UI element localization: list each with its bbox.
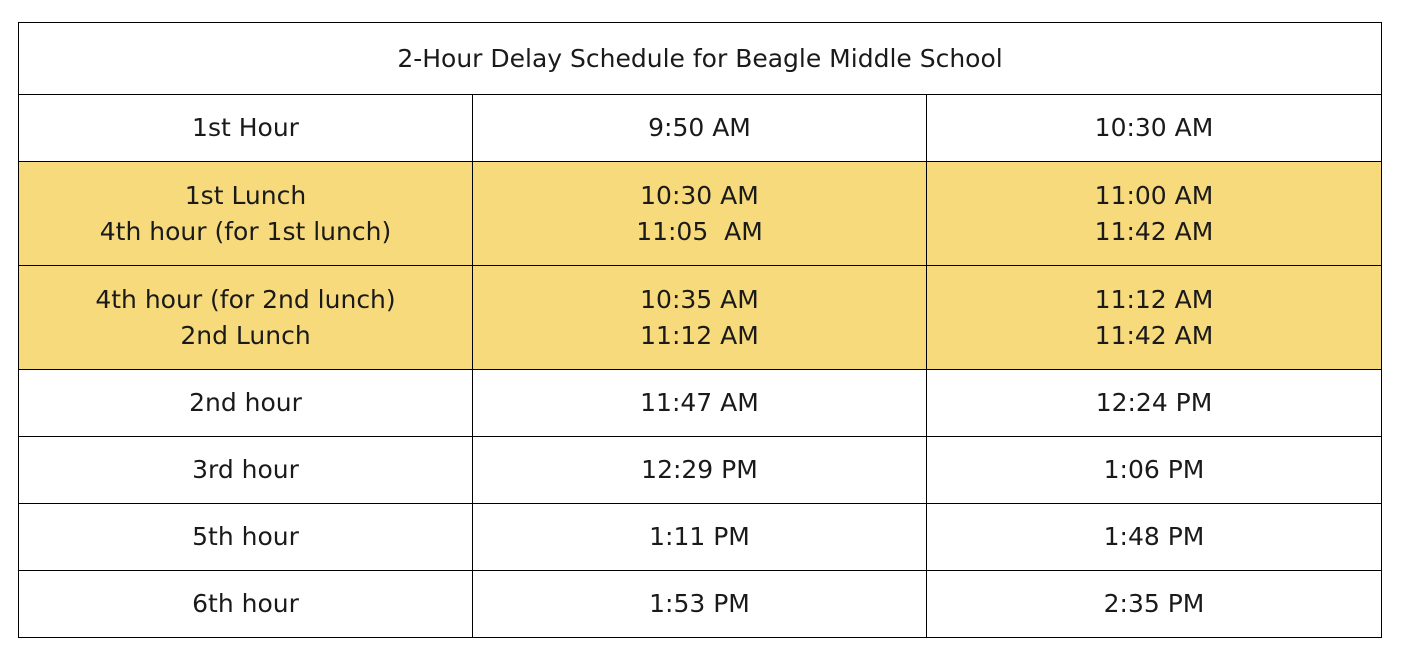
start-time: 1:53 PM	[649, 589, 750, 618]
start-time: 12:29 PM	[641, 455, 758, 484]
period-label: 4th hour (for 2nd lunch)	[95, 284, 396, 314]
period-cell	[19, 266, 473, 370]
start-time: 10:35 AM	[640, 284, 759, 314]
end-time: 11:42 AM	[1094, 320, 1214, 350]
start-time: 10:30 AM	[640, 180, 759, 210]
schedule-table	[18, 22, 1382, 638]
start-time-cell	[473, 266, 927, 370]
start-time: 9:50 AM	[648, 113, 751, 142]
period-label: 3rd hour	[192, 455, 299, 484]
period-label: 4th hour (for 1st lunch)	[99, 216, 392, 246]
period-cell	[19, 571, 473, 638]
end-time: 12:24 PM	[1095, 388, 1213, 417]
start-time-cell	[473, 370, 927, 437]
start-time: 11:47 AM	[640, 388, 759, 417]
table-row	[19, 571, 1382, 638]
period-label: 2nd Lunch	[180, 320, 311, 350]
end-time: 11:12 AM	[1094, 284, 1214, 314]
end-time-cell	[927, 370, 1382, 437]
end-time-cell	[927, 266, 1382, 370]
end-time-cell	[927, 437, 1382, 504]
end-time-cell	[927, 504, 1382, 571]
end-time: 10:30 AM	[1094, 113, 1214, 142]
schedule-title: 2-Hour Delay Schedule for Beagle Middle School	[19, 23, 1382, 95]
period-cell	[19, 504, 473, 571]
period-label: 2nd hour	[189, 388, 302, 417]
end-time: 2:35 PM	[1103, 589, 1205, 618]
end-time: 1:06 PM	[1103, 455, 1205, 484]
end-time: 11:42 AM	[1094, 216, 1214, 246]
period-label: 1st Hour	[192, 113, 299, 142]
start-time: 11:12 AM	[640, 320, 759, 350]
table-row	[19, 437, 1382, 504]
start-time: 11:05 AM	[636, 216, 763, 246]
period-cell	[19, 162, 473, 266]
period-label: 6th hour	[192, 589, 299, 618]
end-time-cell	[927, 571, 1382, 638]
table-row	[19, 266, 1382, 370]
period-label: 1st Lunch	[184, 180, 307, 210]
period-cell	[19, 370, 473, 437]
title-row	[19, 23, 1382, 95]
period-cell	[19, 437, 473, 504]
table-row	[19, 370, 1382, 437]
table-row	[19, 504, 1382, 571]
start-time-cell	[473, 95, 927, 162]
period-cell	[19, 95, 473, 162]
end-time-cell	[927, 95, 1382, 162]
start-time-cell	[473, 504, 927, 571]
table-row	[19, 162, 1382, 266]
start-time-cell	[473, 437, 927, 504]
end-time: 11:00 AM	[1094, 180, 1214, 210]
end-time: 1:48 PM	[1103, 522, 1205, 551]
table-row	[19, 95, 1382, 162]
end-time-cell	[927, 162, 1382, 266]
start-time-cell	[473, 571, 927, 638]
start-time: 1:11 PM	[649, 522, 750, 551]
start-time-cell	[473, 162, 927, 266]
period-label: 5th hour	[192, 522, 299, 551]
